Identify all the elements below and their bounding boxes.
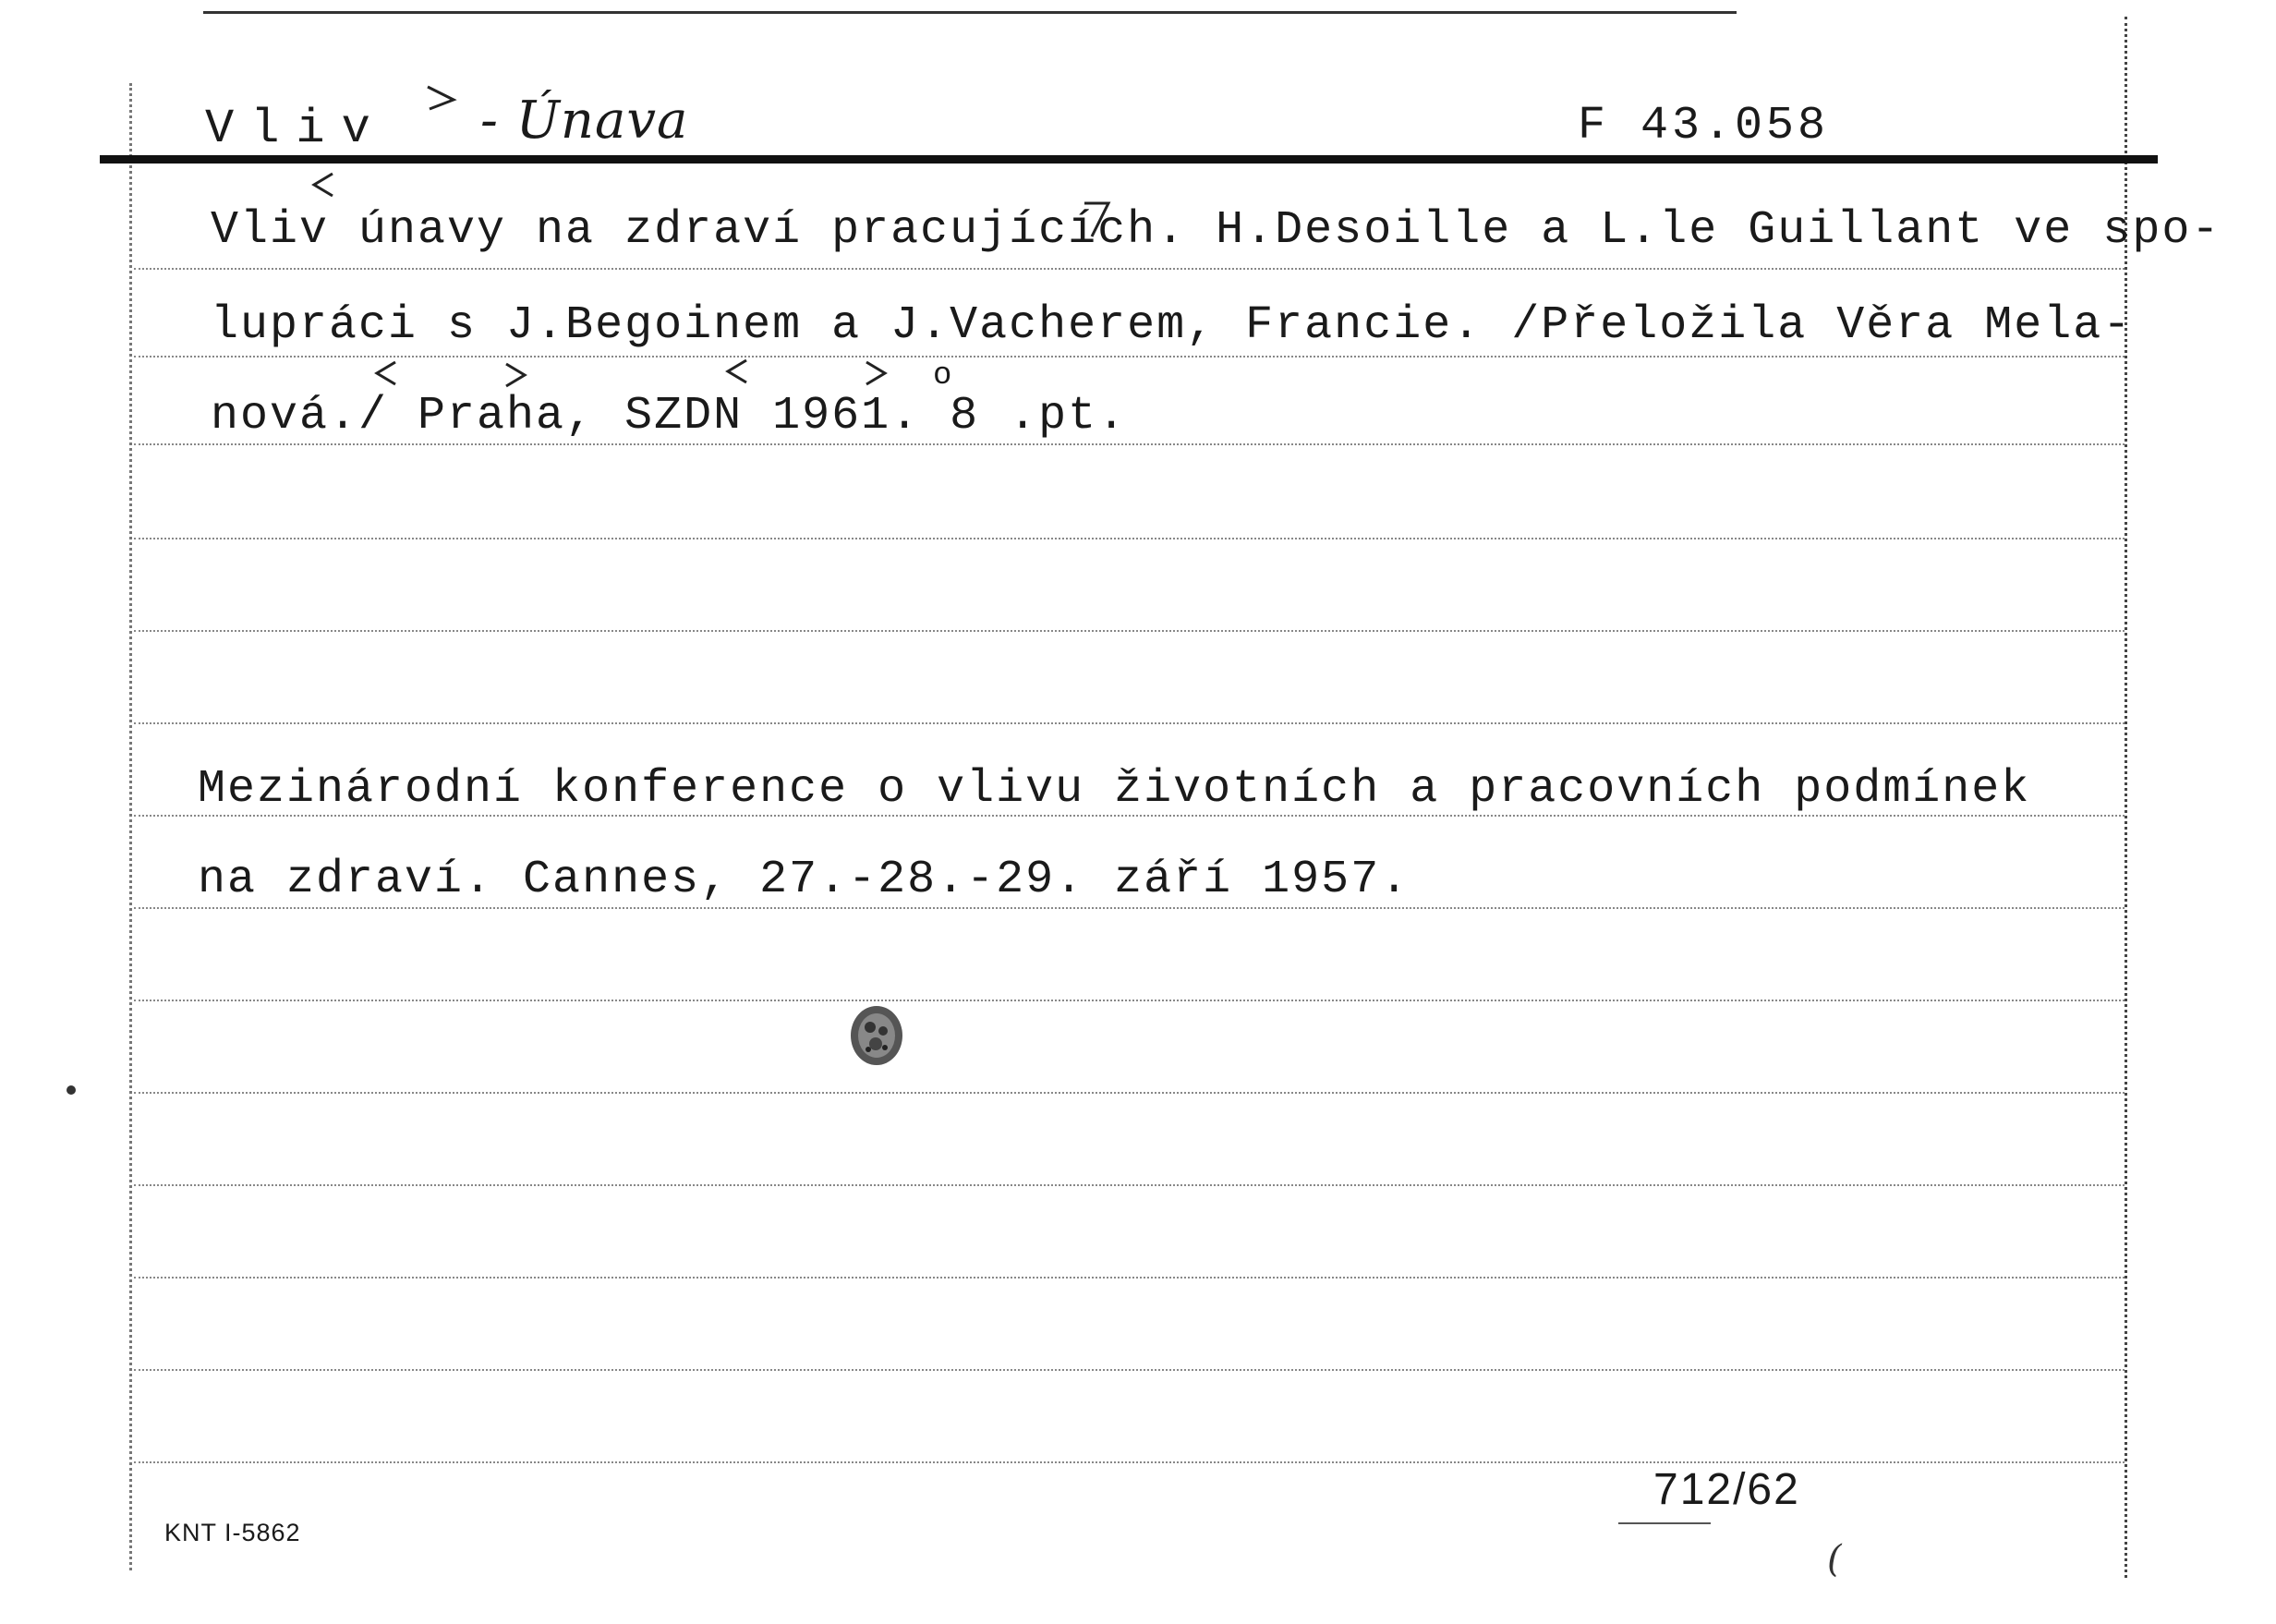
guide-line [134, 630, 2125, 632]
left-margin-line [129, 83, 132, 1570]
catalog-id: KNT I-5862 [164, 1519, 301, 1546]
guide-line [134, 443, 2125, 445]
pen-mark: ( [1827, 1538, 1842, 1581]
accession-number: 712/62 [1653, 1465, 1800, 1514]
note-line: Mezinárodní konference o vlivu životních a pracovních podmínek [198, 763, 2031, 816]
guide-line [134, 538, 2125, 539]
guide-line [134, 722, 2125, 724]
record-line: nová./ Praha, SZDN 1961. 8 .pt. [211, 390, 1128, 442]
guide-line [134, 356, 2125, 358]
guide-line [134, 268, 2125, 270]
bracket-mark-icon [420, 78, 466, 124]
bracket-mark-icon [499, 360, 532, 394]
bracket-mark-icon [720, 357, 754, 390]
guide-line [134, 907, 2125, 909]
record-line: lupráci s J.Begoinem a J.Vacherem, Francie. /Přeložila Věra Mela- [211, 299, 2133, 352]
bracket-mark-icon [1079, 196, 1116, 242]
heading-rule [100, 155, 2158, 164]
bracket-mark-icon [305, 168, 342, 205]
record-line: Vliv únavy na zdraví pracujících. H.Desoille a L.le Guillant ve spo- [211, 204, 2222, 257]
guide-line [134, 1277, 2125, 1279]
accession-underline [1618, 1522, 1711, 1524]
call-number: F 43.058 [1578, 100, 1830, 152]
guide-line [134, 1369, 2125, 1371]
guide-line [134, 1461, 2125, 1463]
top-rule [203, 11, 1737, 14]
subject-term: - Únava [480, 91, 689, 151]
library-emblem-icon [848, 1003, 905, 1068]
guide-line [134, 1000, 2125, 1001]
note-line: na zdraví. Cannes, 27.-28.-29. září 1957. [198, 854, 1410, 906]
heading-term: Vliv [205, 102, 387, 156]
bracket-mark-icon [859, 358, 892, 392]
guide-line [134, 1092, 2125, 1094]
format-superscript: o [933, 358, 954, 394]
bracket-mark-icon [369, 358, 403, 392]
guide-line [134, 1184, 2125, 1186]
ink-blot [67, 1085, 76, 1095]
